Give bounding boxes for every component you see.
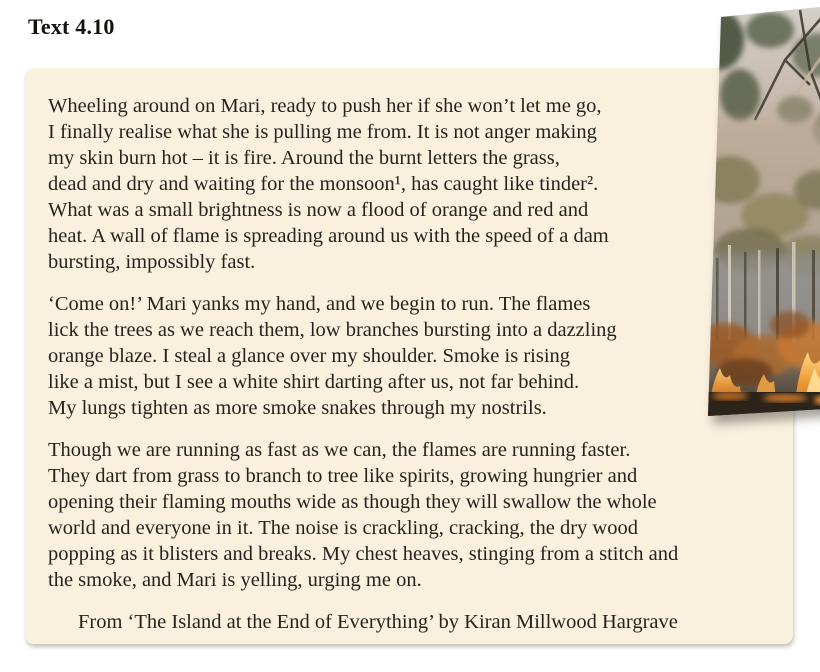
passage-line: opening their flaming mouths wide as though they will swallow the whole bbox=[48, 491, 657, 513]
passage-line: lick the trees as we reach them, low branches bursting into a dazzling bbox=[48, 319, 617, 341]
passage-line: Though we are running as fast as we can, the flames are running faster. bbox=[48, 439, 631, 461]
passage-line: Wheeling around on Mari, ready to push her if she won’t let me go, bbox=[48, 95, 602, 117]
paragraph bbox=[48, 437, 773, 593]
passage-line: What was a small brightness is now a flood of orange and red and bbox=[48, 199, 589, 221]
attribution: From ‘The Island at the End of Everything’ by Kiran Millwood Hargrave bbox=[78, 611, 678, 633]
passage-line: heat. A wall of flame is spreading around us with the speed of a dam bbox=[48, 225, 609, 247]
passage-box bbox=[25, 68, 793, 644]
passage-line: my skin burn hot – it is fire. Around the burnt letters the grass, bbox=[48, 147, 560, 169]
passage-line: dead and dry and waiting for the monsoon¹, has caught like tinder². bbox=[48, 173, 599, 195]
passage-line: like a mist, but I see a white shirt darting after us, not far behind. bbox=[48, 371, 580, 393]
pale-branch bbox=[795, 30, 820, 95]
passage-line: I finally realise what she is pulling me from. It is not anger making bbox=[48, 121, 597, 143]
page-title: Text 4.10 bbox=[28, 14, 115, 39]
passage-paragraphs bbox=[48, 93, 773, 593]
passage-line: popping as it blisters and breaks. My chest heaves, stinging from a stitch and bbox=[48, 543, 679, 565]
passage-line: They dart from grass to branch to tree like spirits, growing hungrier and bbox=[48, 465, 638, 487]
passage-line: My lungs tighten as more smoke snakes through my nostrils. bbox=[48, 397, 547, 419]
paragraph bbox=[48, 93, 773, 275]
passage-line: world and everyone in it. The noise is crackling, cracking, the dry wood bbox=[48, 517, 638, 539]
passage-line: the smoke, and Mari is yelling, urging me on. bbox=[48, 569, 422, 591]
passage-line: bursting, impossibly fast. bbox=[48, 251, 256, 273]
passage-line: orange blaze. I steal a glance over my shoulder. Smoke is rising bbox=[48, 345, 571, 367]
passage-line: ‘Come on!’ Mari yanks my hand, and we begin to run. The flames bbox=[48, 293, 591, 315]
paragraph bbox=[48, 291, 773, 421]
